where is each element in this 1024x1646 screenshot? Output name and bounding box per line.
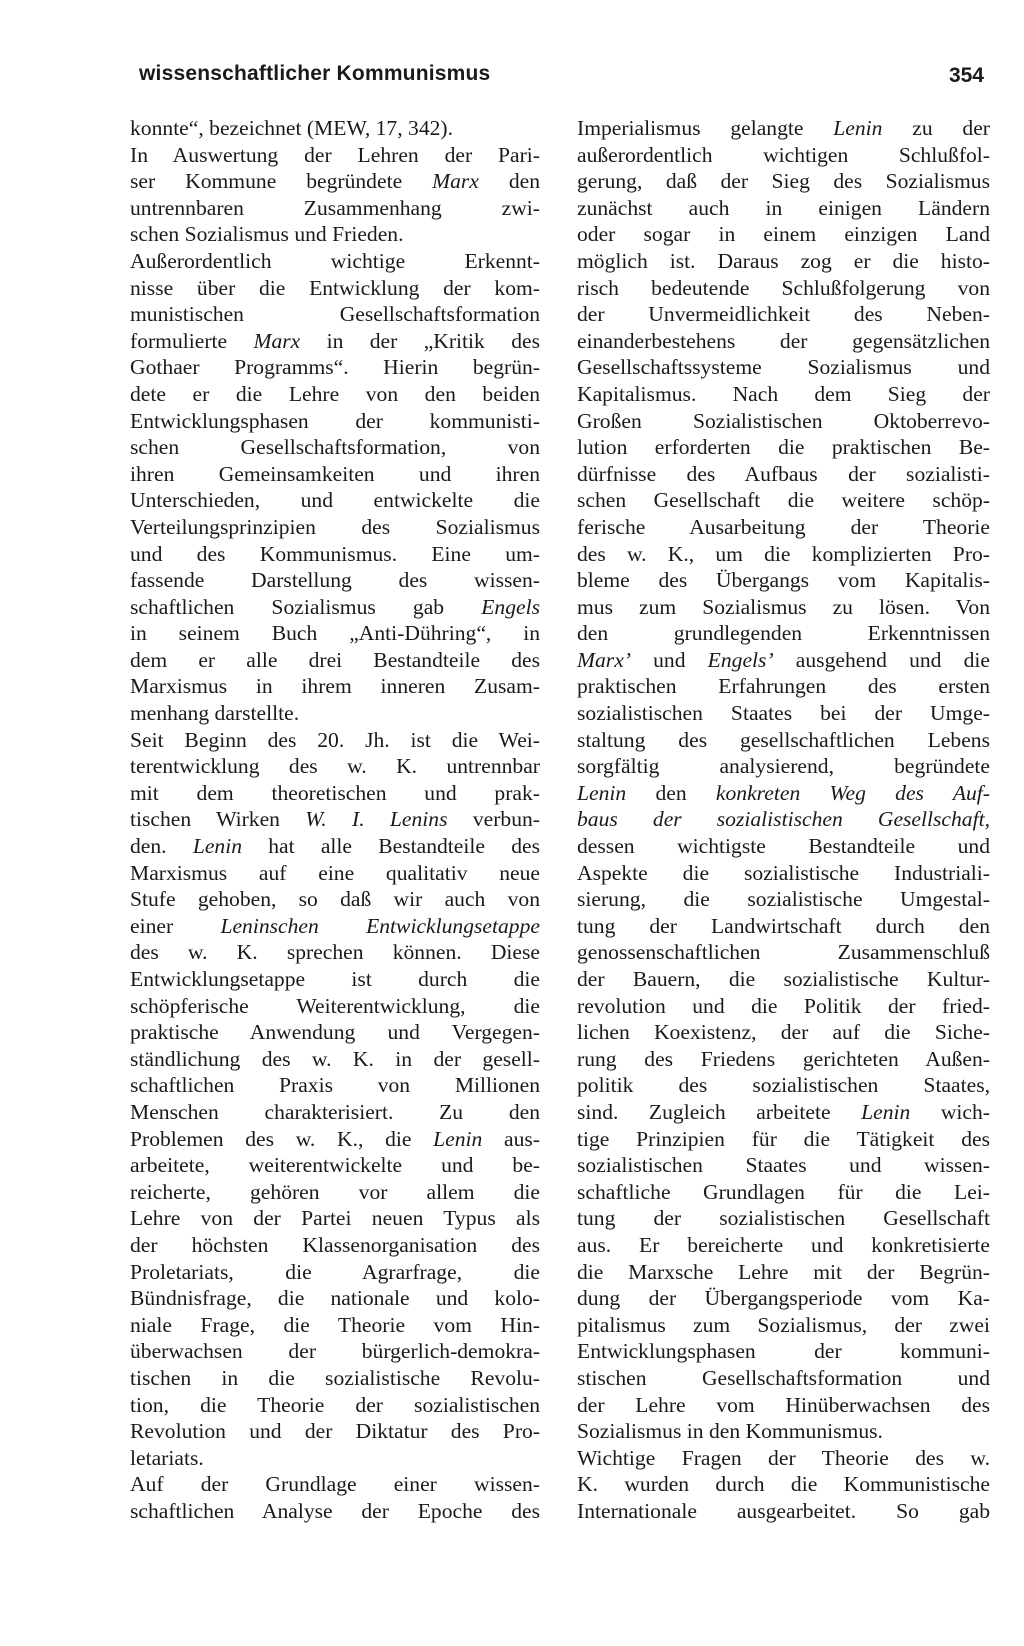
text-line: einanderbestehens der gegensätzlichen	[577, 328, 990, 353]
text-line: K. wurden durch die Kommunistische	[577, 1472, 990, 1497]
text-line: Verteilungsprinzipien des Sozialismus	[130, 514, 540, 539]
text-line: sind. Zugleich arbeitete Lenin wich-	[577, 1099, 990, 1124]
text-line: sozialistischen Staates und wissen-	[577, 1153, 990, 1178]
left-text-column	[130, 115, 540, 1524]
text-line: dürfnisse des Aufbaus der sozialisti-	[577, 461, 990, 486]
text-line: einer Leninschen Entwicklungsetappe	[130, 913, 540, 938]
text-line: Unterschieden, und entwickelte die	[130, 488, 540, 513]
text-line: risch bedeutende Schlußfolgerung von	[577, 275, 990, 300]
text-line: in seinem Buch „Anti-Dühring“, in	[130, 621, 540, 646]
text-line: dung der Übergangsperiode vom Ka-	[577, 1286, 990, 1311]
text-line: den grundlegenden Erkenntnissen	[577, 621, 990, 646]
text-line: Problemen des w. K., die Lenin aus-	[130, 1126, 540, 1151]
text-line: praktische Anwendung und Vergegen-	[130, 1020, 540, 1045]
text-line: In Auswertung der Lehren der Pari-	[130, 142, 540, 167]
text-line: Auf der Grundlage einer wissen-	[130, 1472, 540, 1497]
text-line: sozialistischen Staates bei der Umge-	[577, 701, 990, 726]
text-line: tion, die Theorie der sozialistischen	[130, 1392, 540, 1417]
text-line: Marxismus auf eine qualitativ neue	[130, 860, 540, 885]
text-line: Lenin den konkreten Weg des Auf-	[577, 780, 990, 805]
text-line: politik des sozialistischen Staates,	[577, 1073, 990, 1098]
text-line: Wichtige Fragen der Theorie des w.	[577, 1445, 990, 1470]
text-line: ser Kommune begründete Marx den	[130, 169, 540, 194]
text-line: der Bauern, die sozialistische Kultur-	[577, 967, 990, 991]
text-line: dem er alle drei Bestandteile des	[130, 647, 540, 672]
text-line: schaftliche Grundlagen für die Lei-	[577, 1179, 990, 1204]
text-line: praktischen Erfahrungen des ersten	[577, 674, 990, 699]
text-line: schaftlichen Sozialismus gab Engels	[130, 594, 540, 619]
text-line: untrennbaren Zusammenhang zwi-	[130, 195, 540, 220]
text-line: schen Gesellschaftsformation, von	[130, 435, 540, 460]
text-line: des w. K., um die komplizierten Pro-	[577, 541, 990, 566]
text-line: mus zum Sozialismus zu lösen. Von	[577, 594, 990, 619]
text-line: Gesellschaftssysteme Sozialismus und	[577, 355, 990, 380]
text-line: Entwicklungsphasen der kommuni-	[577, 1339, 990, 1364]
text-line: letariats.	[130, 1445, 204, 1470]
text-line: Lehre von der Partei neuen Typus als	[130, 1206, 540, 1231]
text-line: sorgfältig analysierend, begründete	[577, 754, 990, 779]
text-line: schaftlichen Analyse der Epoche des	[130, 1498, 540, 1523]
text-line: tige Prinzipien für die Tätigkeit des	[577, 1126, 990, 1151]
text-line: mit dem theoretischen und prak-	[130, 780, 540, 805]
text-line: die Marxsche Lehre mit der Begrün-	[577, 1259, 990, 1284]
text-line: Imperialismus gelangte Lenin zu der	[577, 116, 990, 140]
text-line: aus. Er bereicherte und konkretisierte	[577, 1232, 990, 1257]
text-line: Marxismus in ihrem inneren Zusam-	[130, 674, 540, 699]
text-line: Außerordentlich wichtige Erkennt-	[130, 248, 540, 273]
text-line: rung des Friedens gerichteten Außen-	[577, 1046, 990, 1071]
text-line: Sozialismus in den Kommunismus.	[577, 1419, 883, 1444]
text-line: tischen Wirken W. I. Lenins verbun-	[130, 807, 540, 832]
text-line: den. Lenin hat alle Bestandteile des	[130, 834, 540, 859]
text-line: Stufe gehoben, so daß wir auch von	[130, 887, 540, 912]
text-line: tischen in die sozialistische Revolu-	[130, 1365, 540, 1390]
text-line: Internationale ausgearbeitet. So gab	[577, 1498, 990, 1523]
text-line: pitalismus zum Sozialismus, der zwei	[577, 1312, 990, 1337]
text-line: ihren Gemeinsamkeiten und ihren	[130, 461, 540, 486]
text-line: bleme des Übergangs vom Kapitalis-	[577, 568, 990, 593]
text-line: lution erforderten die praktischen Be-	[577, 435, 990, 460]
text-line: Proletariats, die Agrarfrage, die	[130, 1259, 540, 1284]
text-line: stischen Gesellschaftsformation und	[577, 1365, 990, 1390]
text-line: baus der sozialistischen Gesellschaft,	[577, 807, 990, 832]
text-line: Seit Beginn des 20. Jh. ist die Wei-	[130, 727, 540, 752]
text-line: niale Frage, die Theorie vom Hin-	[130, 1312, 540, 1337]
text-line: der Lehre vom Hinüberwachsen des	[577, 1392, 990, 1417]
text-line: der höchsten Klassenorganisation des	[130, 1232, 540, 1257]
text-line: schen Gesellschaft die weitere schöp-	[577, 488, 990, 513]
text-line: dete er die Lehre von den beiden	[130, 381, 540, 406]
text-line: fassende Darstellung des wissen-	[130, 568, 540, 593]
text-line: Menschen charakterisiert. Zu den	[130, 1099, 540, 1124]
text-line: terentwicklung des w. K. untrennbar	[130, 754, 540, 779]
text-line: oder sogar in einem einzigen Land	[577, 222, 990, 247]
text-line: Bündnisfrage, die nationale und kolo-	[130, 1286, 540, 1311]
text-line: möglich ist. Daraus zog er die histo-	[577, 248, 990, 273]
text-line: überwachsen der bürgerlich-demokra-	[130, 1339, 540, 1364]
page-number: 354	[948, 64, 984, 87]
text-line: arbeitete, weiterentwickelte und be-	[130, 1153, 540, 1178]
text-line: reicherte, gehören vor allem die	[130, 1179, 540, 1204]
text-line: konnte“, bezeichnet (MEW, 17, 342).	[130, 116, 454, 140]
text-line: gerung, daß der Sieg des Sozialismus	[577, 169, 990, 194]
text-line: und des Kommunismus. Eine um-	[130, 541, 540, 566]
text-line: genossenschaftlichen Zusammenschluß	[577, 940, 990, 965]
text-line: Entwicklungsphasen der kommunisti-	[130, 408, 540, 433]
text-line: dessen wichtigste Bestandteile und	[577, 834, 990, 859]
text-line: nisse über die Entwicklung der kom-	[130, 275, 540, 300]
text-line: Aspekte die sozialistische Industriali-	[577, 860, 990, 885]
text-line: Revolution und der Diktatur des Pro-	[130, 1419, 540, 1444]
text-line: menhang darstellte.	[130, 701, 300, 726]
text-line: tung der sozialistischen Gesellschaft	[577, 1206, 990, 1231]
text-line: außerordentlich wichtigen Schlußfol-	[577, 142, 990, 167]
text-line: revolution und die Politik der fried-	[577, 993, 990, 1018]
text-line: munistischen Gesellschaftsformation	[130, 302, 540, 327]
text-line: Kapitalismus. Nach dem Sieg der	[577, 381, 990, 406]
text-line: schen Sozialismus und Frieden.	[130, 222, 404, 247]
text-line: Großen Sozialistischen Oktoberrevo-	[577, 408, 990, 433]
text-line: zunächst auch in einigen Ländern	[577, 195, 990, 220]
right-text-column	[577, 115, 990, 1524]
text-line: tung der Landwirtschaft durch den	[577, 913, 990, 938]
text-line: des w. K. sprechen können. Diese	[130, 940, 540, 965]
text-line: ständlichung des w. K. in der gesell-	[130, 1046, 540, 1071]
text-line: formulierte Marx in der „Kritik des	[130, 328, 540, 353]
text-line: Marx’ und Engels’ ausgehend und die	[577, 647, 991, 672]
text-line: sierung, die sozialistische Umgestal-	[577, 887, 990, 912]
running-head-title: wissenschaftlicher Kommunismus	[139, 62, 491, 85]
text-line: Gothaer Programms“. Hierin begrün-	[130, 355, 540, 380]
text-line: lichen Koexistenz, der auf die Siche-	[577, 1020, 990, 1045]
text-line: der Unvermeidlichkeit des Neben-	[577, 302, 990, 327]
text-line: staltung des gesellschaftlichen Lebens	[577, 727, 990, 752]
text-line: Entwicklungsetappe ist durch die	[130, 967, 540, 991]
text-line: ferische Ausarbeitung der Theorie	[577, 514, 990, 539]
text-line: schöpferische Weiterentwicklung, die	[130, 993, 540, 1018]
text-line: schaftlichen Praxis von Millionen	[130, 1073, 540, 1098]
